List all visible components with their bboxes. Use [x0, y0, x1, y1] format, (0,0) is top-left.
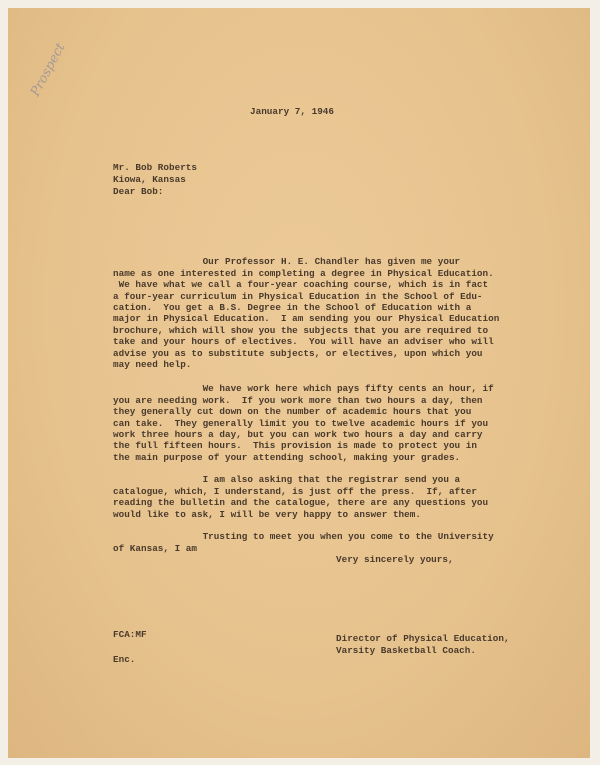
salutation: Dear Bob:	[113, 186, 164, 197]
paragraph-1	[113, 245, 499, 370]
paragraph-4	[113, 520, 494, 554]
line: the full fifteen hours. This provision is made to protect you in	[113, 440, 477, 452]
line: may need help.	[113, 359, 192, 371]
recipient-name: Mr. Bob Roberts	[113, 162, 197, 174]
line: I am also asking that the registrar send you a	[113, 474, 461, 486]
line: they generally cut down on the number of academic hours that you	[113, 406, 472, 418]
line: reading the bulletin and the catalogue, there are any questions you	[113, 497, 489, 509]
line: catalogue, which, I understand, is just off the press. If, after	[113, 485, 477, 497]
recipient-city: Kiowa, Kansas	[113, 173, 186, 185]
line: a four-year curriculum in Physical Education in the School of Edu-	[113, 290, 483, 302]
line: We have what we call a four-year coaching course, which is in fact	[113, 279, 489, 291]
handwritten-annotation: Prospect	[28, 40, 69, 100]
line: We have work here which pays fifty cents an hour, if	[113, 383, 494, 395]
paragraph-2	[113, 372, 494, 463]
line: Trusting to meet you when you come to the University	[113, 531, 494, 543]
line: Our Professor H. E. Chandler has given me your	[113, 256, 461, 268]
line: brochure, which will show you the subjects that you are required to	[113, 324, 489, 336]
recipient-address	[113, 151, 197, 185]
signature-titles	[336, 622, 510, 656]
line: can take. They generally limit you to twelve academic hours if you	[113, 417, 489, 429]
letter-date: January 7, 1946	[250, 106, 334, 117]
closing: Very sincerely yours,	[336, 554, 454, 565]
line: major in Physical Education. I am sending you our Physical Education	[113, 313, 500, 325]
line: cation. You get a B.S. Degree in the School of Education with a	[113, 302, 472, 314]
title-line: Varsity Basketball Coach.	[336, 644, 476, 656]
line: take and your hours of electives. You will have an adviser who will	[113, 336, 494, 348]
title-line: Director of Physical Education,	[336, 633, 510, 645]
line: of Kansas, I am	[113, 542, 197, 554]
line: you are needing work. If you work more than two hours a day, then	[113, 394, 483, 406]
line: advise you as to substitute subjects, or electives, upon which you	[113, 347, 483, 359]
line: the main purpose of your attending school, making your grades.	[113, 451, 461, 463]
paragraph-3	[113, 463, 488, 520]
typist-initials: FCA:MF	[113, 629, 147, 640]
line: name as one interested in completing a degree in Physical Education.	[113, 267, 494, 279]
line: work three hours a day, but you can work two hours a day and carry	[113, 429, 483, 441]
line: would like to ask, I will be very happy to answer them.	[113, 508, 421, 520]
enclosure-note: Enc.	[113, 654, 136, 665]
